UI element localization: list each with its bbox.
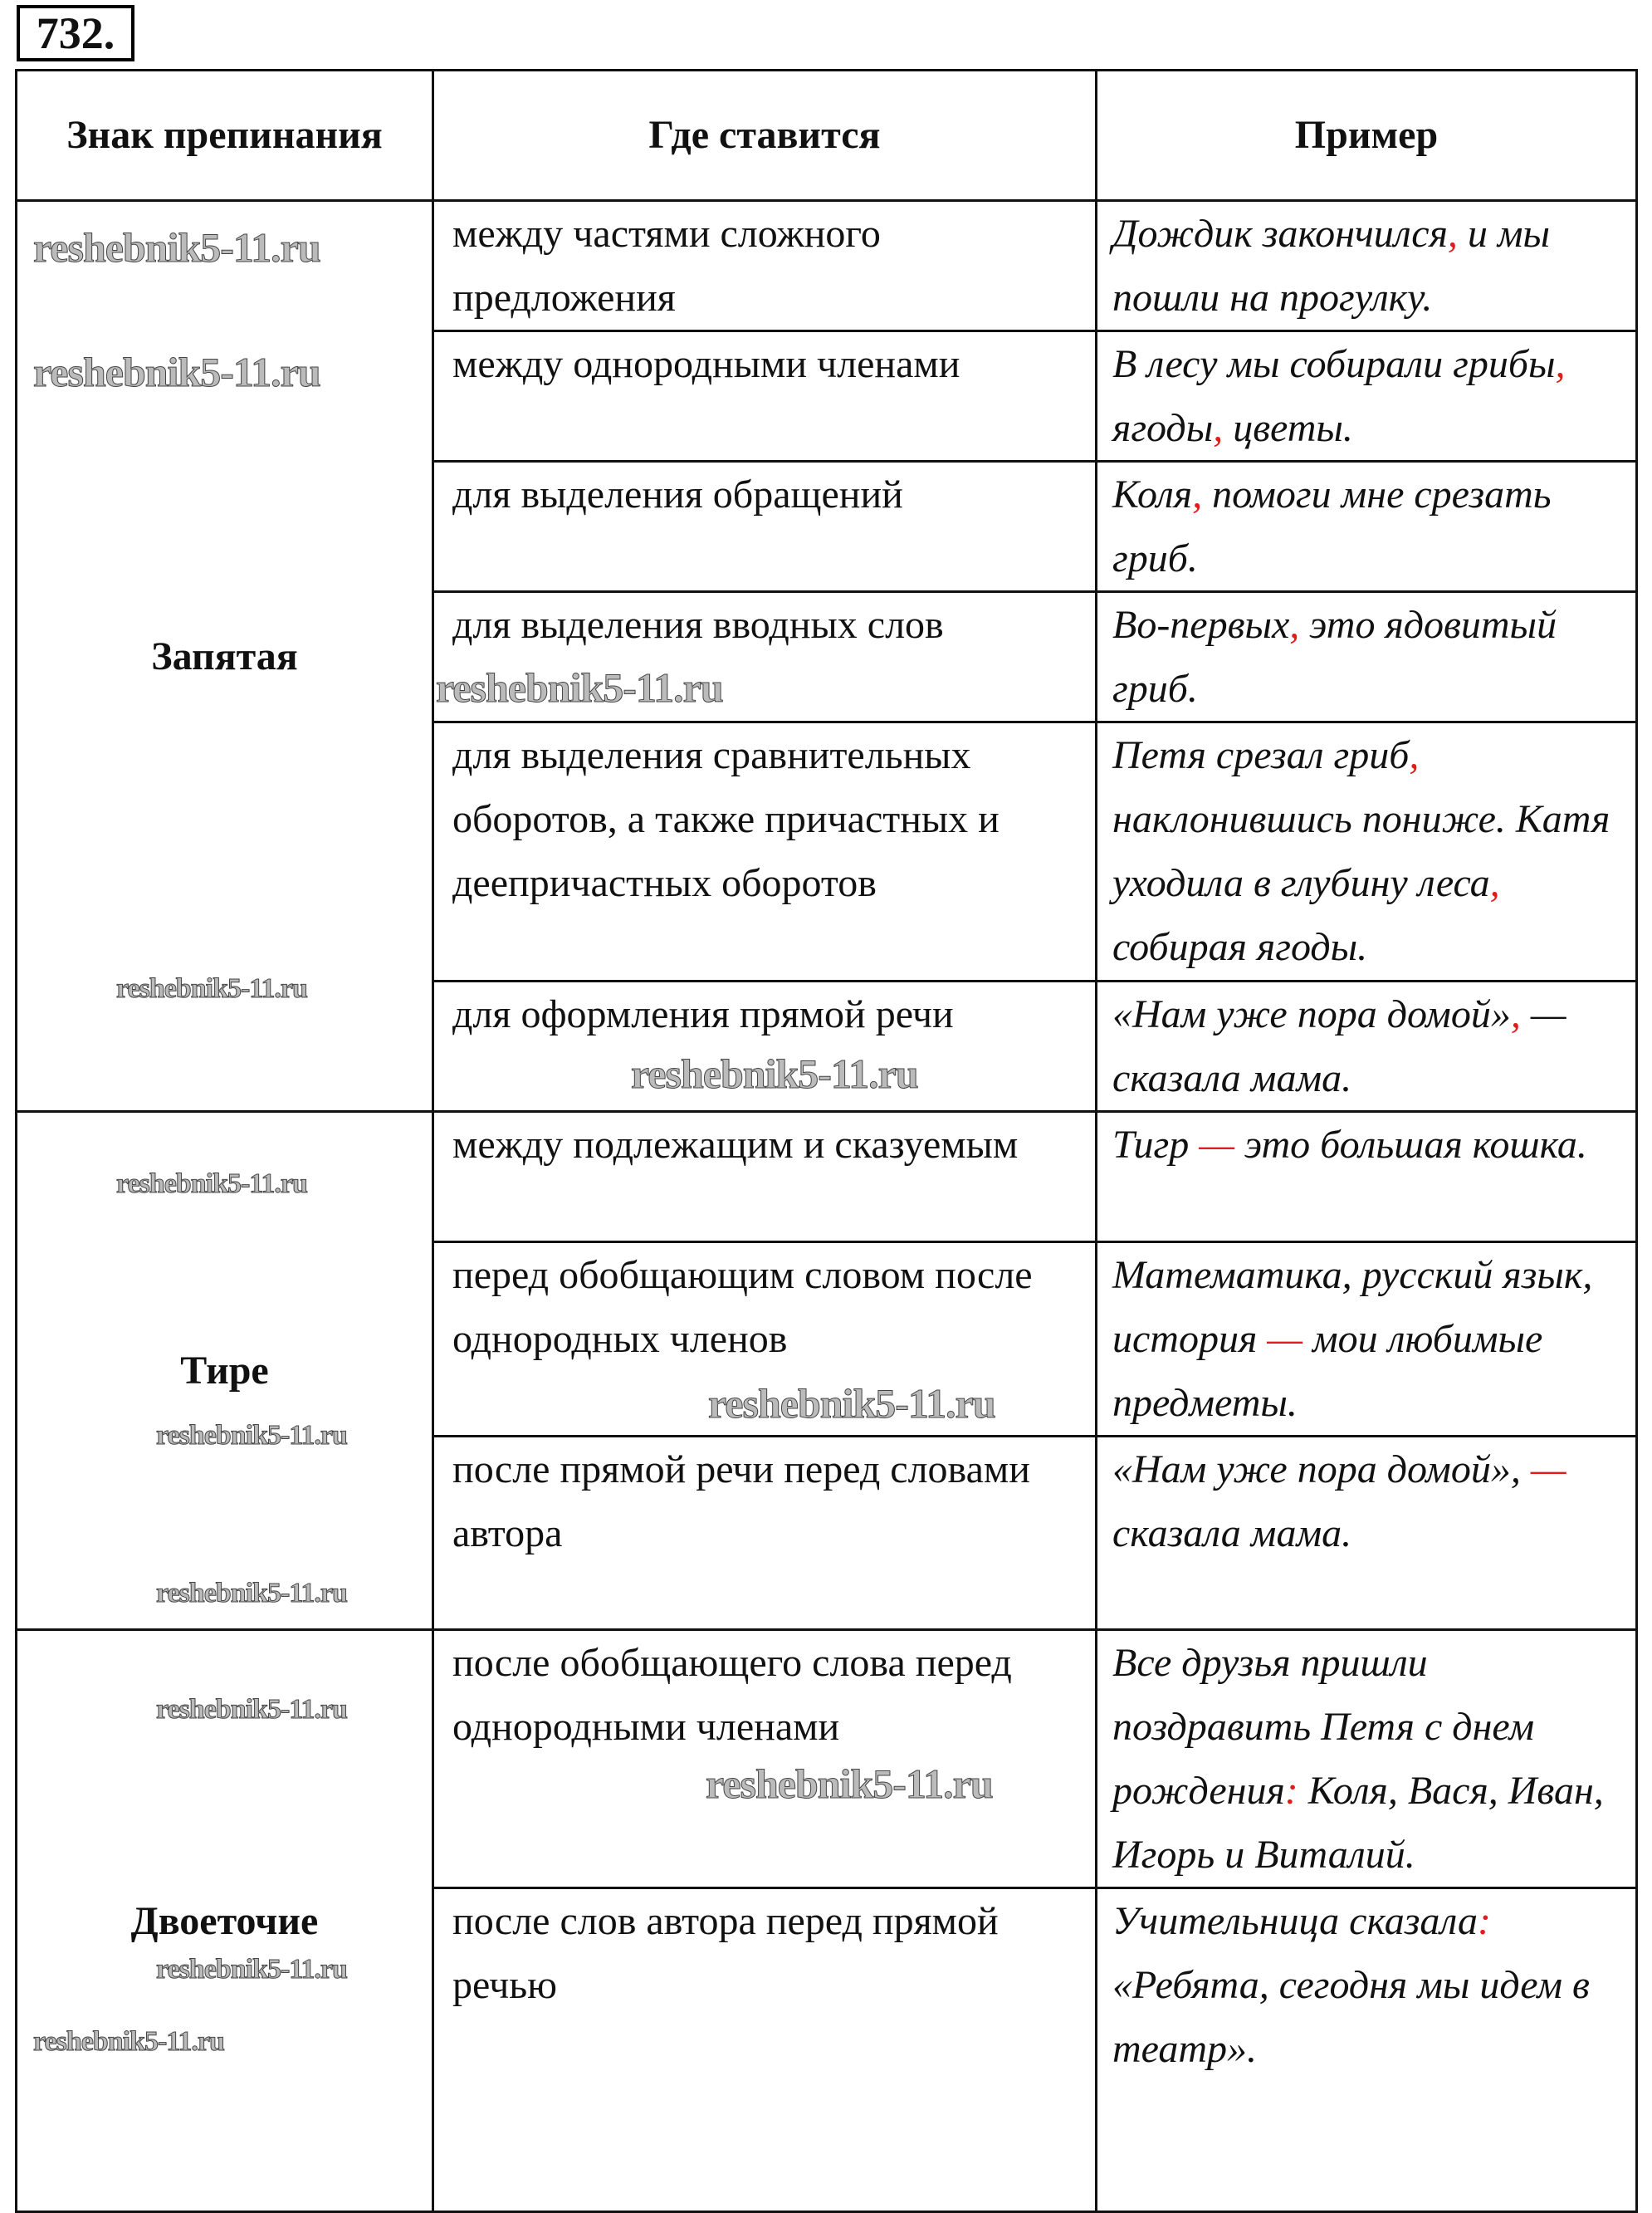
highlighted-punctuation: , — [1510, 992, 1521, 1036]
highlighted-punctuation: , — [1409, 733, 1420, 777]
where-cell: после слов автора перед прямой речью — [433, 1888, 1097, 2212]
where-cell: между частями сложного предложения — [433, 201, 1097, 331]
highlighted-punctuation: , — [1447, 212, 1458, 256]
watermark: reshebnik5-11.ru — [33, 224, 320, 271]
example-text: собирая ягоды. — [1112, 925, 1368, 969]
where-cell: для выделения вводных слов — [433, 592, 1097, 722]
highlighted-punctuation: — — [1199, 1123, 1234, 1167]
where-cell: после прямой речи перед словами автора — [433, 1437, 1097, 1630]
example-text: это ядовитый гриб. — [1112, 603, 1557, 711]
watermark: reshebnik5-11.ru — [33, 2026, 224, 2057]
example-cell — [1097, 592, 1637, 722]
example-text: Тигр — [1112, 1123, 1200, 1167]
example-text: «Нам уже пора домой», — [1112, 1447, 1531, 1491]
example-cell — [1097, 982, 1637, 1112]
example-text: помоги мне срезать гриб. — [1112, 472, 1552, 580]
highlighted-punctuation: , — [1555, 342, 1566, 386]
task-number: 732. — [17, 5, 134, 61]
highlighted-punctuation: , — [1489, 861, 1500, 905]
example-text: «Нам уже пора домой» — [1112, 992, 1511, 1036]
where-cell: после обобщающего слова перед однородными членами — [433, 1630, 1097, 1888]
example-text: цветы. — [1223, 406, 1353, 450]
example-text: Коля — [1112, 472, 1193, 517]
watermark: reshebnik5-11.ru — [33, 349, 320, 395]
highlighted-punctuation: : — [1477, 1899, 1491, 1943]
example-text: наклонившись пониже. Катя уходила в глубину леса — [1112, 797, 1610, 905]
where-cell: для оформления прямой речи — [433, 982, 1097, 1112]
example-text: мои любимые предметы. — [1112, 1317, 1543, 1425]
highlighted-punctuation: , — [1213, 406, 1224, 450]
where-cell: между однородными членами — [433, 331, 1097, 462]
watermark: reshebnik5-11.ru — [116, 973, 307, 1004]
example-text: сказала мама. — [1112, 1511, 1352, 1555]
sign-cell: Запятая — [17, 201, 433, 1112]
highlighted-punctuation: — — [1530, 1447, 1566, 1491]
example-cell — [1097, 1112, 1637, 1242]
example-cell — [1097, 1888, 1637, 2212]
watermark: reshebnik5-11.ru — [156, 1694, 347, 1725]
header-sign: Знак препинания — [17, 71, 433, 201]
example-text: В лесу мы собирали грибы — [1112, 342, 1556, 386]
header-example: Пример — [1097, 71, 1637, 201]
example-cell — [1097, 1242, 1637, 1437]
table-row — [17, 1630, 1637, 1888]
watermark: reshebnik5-11.ru — [436, 664, 723, 711]
example-text: и мы пошли на прогулку. — [1112, 212, 1551, 320]
example-text: это большая кошка. — [1234, 1123, 1587, 1167]
watermark: reshebnik5-11.ru — [116, 1168, 307, 1199]
example-text: «Ребята, сегодня мы идем в театр». — [1112, 1963, 1590, 2071]
example-cell — [1097, 722, 1637, 982]
highlighted-punctuation: , — [1289, 603, 1300, 647]
example-text: — сказала мама. — [1112, 992, 1566, 1100]
example-text: ягоды — [1112, 406, 1214, 450]
example-text: Учительница сказала — [1112, 1899, 1478, 1943]
example-text: Математика, русский язык, история — [1112, 1253, 1593, 1361]
watermark: reshebnik5-11.ru — [708, 1380, 995, 1427]
example-cell — [1097, 201, 1637, 331]
watermark: reshebnik5-11.ru — [156, 1954, 347, 1985]
watermark: reshebnik5-11.ru — [706, 1760, 993, 1807]
highlighted-punctuation: : — [1284, 1769, 1298, 1813]
example-text: Во-первых — [1112, 603, 1290, 647]
sign-cell: Тире — [17, 1112, 433, 1630]
header-where: Где ставится — [433, 71, 1097, 201]
example-text: Все друзья пришли поздравить Петя с днем рождения — [1112, 1641, 1535, 1813]
example-cell — [1097, 1437, 1637, 1630]
where-cell: для выделения сравнительных оборотов, а также причастных и деепричастных оборотов — [433, 722, 1097, 982]
watermark: reshebnik5-11.ru — [156, 1420, 347, 1451]
example-cell — [1097, 1630, 1637, 1888]
where-cell: между подлежащим и сказуемым — [433, 1112, 1097, 1242]
watermark: reshebnik5-11.ru — [631, 1050, 918, 1097]
where-cell: перед обобщающим словом после однородных членов — [433, 1242, 1097, 1437]
highlighted-punctuation: — — [1267, 1317, 1303, 1361]
example-cell — [1097, 462, 1637, 592]
example-cell — [1097, 331, 1637, 462]
watermark: reshebnik5-11.ru — [156, 1578, 347, 1608]
sign-cell: Двоеточие — [17, 1630, 433, 2212]
highlighted-punctuation: , — [1192, 472, 1203, 517]
example-text: Дождик закончился — [1112, 212, 1448, 256]
example-text: Коля, Вася, Иван, Игорь и Виталий. — [1112, 1769, 1604, 1877]
where-cell: для выделения обращений — [433, 462, 1097, 592]
example-text: Петя срезал гриб — [1112, 733, 1410, 777]
